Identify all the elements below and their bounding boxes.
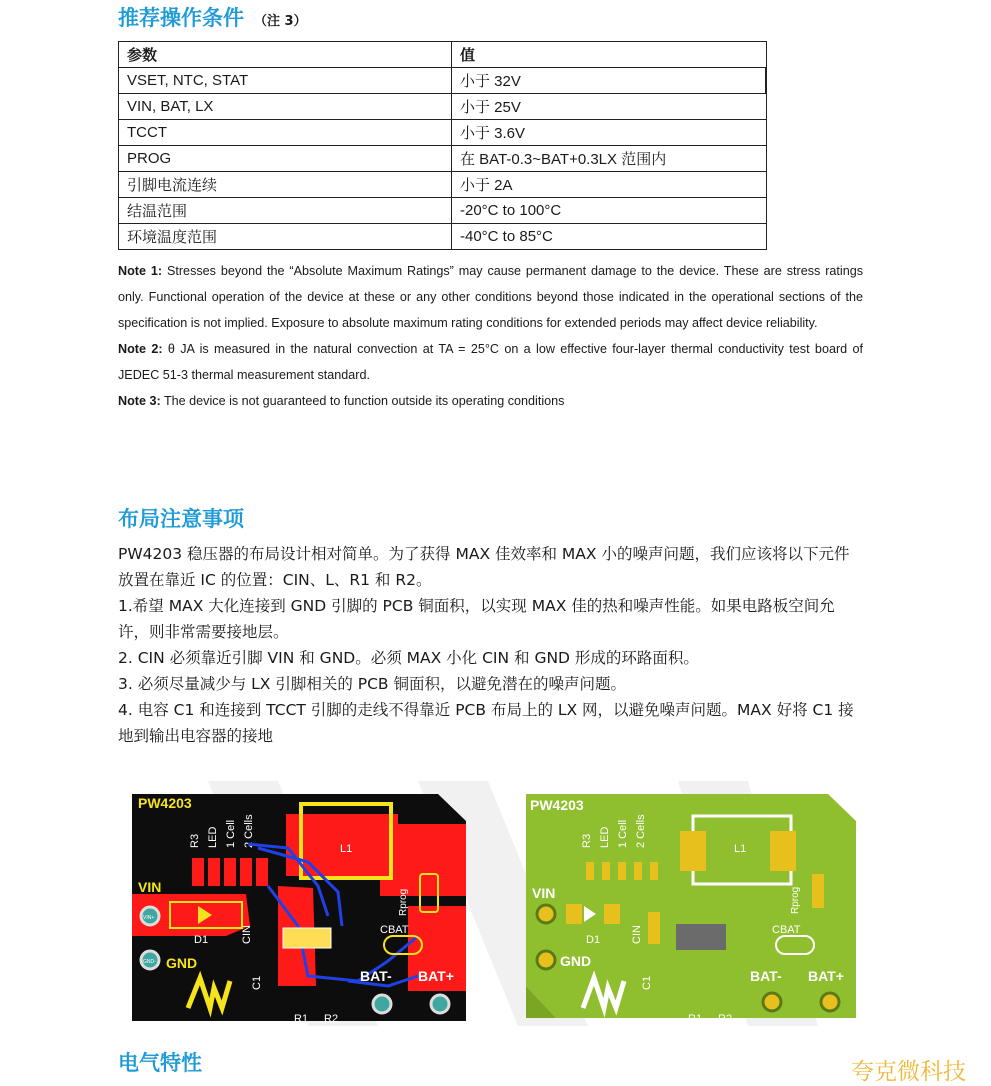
pcb-label-led: LED: [207, 826, 219, 848]
note-reference: （注 3）: [254, 14, 307, 29]
notes-block: [118, 258, 863, 414]
section-title-text: 推荐操作条件: [118, 6, 244, 30]
pcb-label-r1: R1: [294, 1013, 309, 1025]
layout-item-2: 2. CIN 必须靠近引脚 VIN 和 GND。必须 MAX 小化 CIN 和 GND 形成的环路面积。: [118, 649, 699, 667]
pcb-label-d1-3d: D1: [586, 934, 601, 946]
pcb-vin-pad-label: VIN+: [143, 915, 155, 921]
note-label: Note 3:: [118, 394, 161, 408]
table-cell: 引脚电流连续: [119, 172, 452, 198]
layout-item-4: 4. 电容 C1 和连接到 TCCT 引脚的走线不得靠近 PCB 布局上的 LX 网，以避免噪声问题。MAX 好将 C1 接地到输出电容器的接地: [118, 701, 854, 745]
note-label: Note 2:: [118, 342, 163, 356]
pcb-part-number: PW4203: [138, 795, 192, 811]
pcb-part-number-3d: PW4203: [530, 797, 584, 813]
section-title-layout: 布局注意事项: [118, 507, 244, 531]
pcb-label-r3-3d: R3: [581, 833, 593, 848]
note-1: [118, 258, 863, 336]
layout-guidelines: [118, 541, 863, 749]
pcb-label-rprog-3d: Rprog: [790, 886, 801, 914]
operating-conditions-table: [118, 41, 767, 250]
note-label: Note 1:: [118, 264, 163, 278]
table-row: [119, 224, 767, 250]
table-header-value: 值: [452, 42, 767, 68]
note-text: Stresses beyond the “Absolute Maximum Ratings” may cause permanent damage to the device. These are stress ratings only. Functional operation of the device at these or any other conditions beyond those indicated in the operational sections of the specification is not implied. Exposure to absolute maximum rating conditions for extended periods may affect device reliability.: [118, 264, 863, 330]
pcb-label-vin: VIN: [138, 879, 162, 895]
pcb-figure-svg: [118, 776, 863, 1031]
pcb-label-2cells-3d: 2 Cells: [635, 814, 647, 848]
table-cell: -20°C to 100°C: [452, 198, 767, 224]
pcb-label-gnd-3d: GND: [560, 953, 592, 969]
pcb-label-c1-3d: C1: [641, 975, 653, 990]
pcb-layout-figure: [118, 776, 863, 1035]
layout-intro: PW4203 稳压器的布局设计相对简单。为了获得 MAX 佳效率和 MAX 小的噪声问题，我们应该将以下元件放置在靠近 IC 的位置：CIN、L、R1 和 R2。: [118, 545, 850, 589]
pcb-label-1cell: 1 Cell: [225, 819, 237, 848]
pcb-label-cin: CIN: [241, 925, 253, 944]
pcb-label-l1-3d: L1: [734, 843, 747, 855]
pcb-gnd-pad-label: GND-: [143, 959, 156, 965]
table-cell: 结温范围: [119, 198, 452, 224]
pcb-label-bat-minus: BAT-: [360, 968, 392, 984]
pcb-label-gnd: GND: [166, 955, 198, 971]
table-cell: TCCT: [119, 120, 452, 146]
pcb-label-bat-plus: BAT+: [418, 968, 454, 984]
pcb-label-cbat-3d: CBAT: [772, 924, 801, 936]
table-row: [119, 172, 767, 198]
table-cell: 小于 32V: [452, 68, 767, 94]
table-cell: VIN, BAT, LX: [119, 94, 452, 120]
pcb-label-l1: L1: [340, 843, 353, 855]
table-header-row: [119, 42, 767, 68]
table-cell: VSET, NTC, STAT: [119, 68, 452, 94]
pcb-label-r3: R3: [189, 833, 201, 848]
brand-watermark: 夸克微科技: [851, 1059, 966, 1085]
note-3: [118, 388, 863, 414]
note-text: θ JA is measured in the natural convection at TA = 25°C on a low effective four-layer thermal conductivity test board of JEDEC 51-3 thermal measurement standard.: [118, 342, 863, 382]
table-row: [119, 68, 767, 94]
pcb-label-2cells: 2 Cells: [243, 814, 255, 848]
pcb-pad-row: [192, 858, 268, 886]
layout-item-1: 1.希望 MAX 大化连接到 GND 引脚的 PCB 铜面积，以实现 MAX 佳的热和噪声性能。如果电路板空间允许，则非常需要接地层。: [118, 597, 835, 641]
pcb-label-c1: C1: [251, 975, 263, 990]
pcb-label-rprog: Rprog: [398, 888, 409, 916]
pcb-label-led-3d: LED: [599, 826, 611, 848]
pcb-label-vin-3d: VIN: [532, 885, 556, 901]
table-cell: 在 BAT-0.3~BAT+0.3LX 范围内: [452, 146, 767, 172]
pcb-label-r2-3d: R2: [718, 1013, 733, 1025]
note-text: The device is not guaranteed to function outside its operating conditions: [163, 394, 565, 408]
table-row: [119, 94, 767, 120]
pcb-label-cbat: CBAT: [380, 924, 409, 936]
table-cell: PROG: [119, 146, 452, 172]
section-title-electrical: 电气特性: [118, 1051, 202, 1075]
pcb-label-r1-3d: R1: [688, 1013, 703, 1025]
pcb-label-bat-minus-3d: BAT-: [750, 968, 782, 984]
table-row: [119, 120, 767, 146]
table-cell: -40°C to 85°C: [452, 224, 767, 250]
pcb-top-layer-image: [132, 794, 466, 1025]
pcb-label-bat-plus-3d: BAT+: [808, 968, 844, 984]
note-2: [118, 336, 863, 388]
table-row: [119, 198, 767, 224]
section-title-operating-conditions: [118, 2, 307, 32]
table-cell: 环境温度范围: [119, 224, 452, 250]
table-cell: 小于 25V: [452, 94, 767, 120]
pcb-label-cin-3d: CIN: [631, 925, 643, 944]
table-cell: 小于 3.6V: [452, 120, 767, 146]
pcb-label-d1: D1: [194, 934, 209, 946]
pcb-label-r2: R2: [324, 1013, 339, 1025]
pcb-3d-render-image: [526, 794, 856, 1025]
layout-item-3: 3. 必须尽量减少与 LX 引脚相关的 PCB 铜面积，以避免潜在的噪声问题。: [118, 675, 626, 693]
table-cell: 小于 2A: [452, 172, 767, 198]
table-row: [119, 146, 767, 172]
pcb-label-1cell-3d: 1 Cell: [617, 819, 629, 848]
table-header-param: 参数: [119, 42, 452, 68]
